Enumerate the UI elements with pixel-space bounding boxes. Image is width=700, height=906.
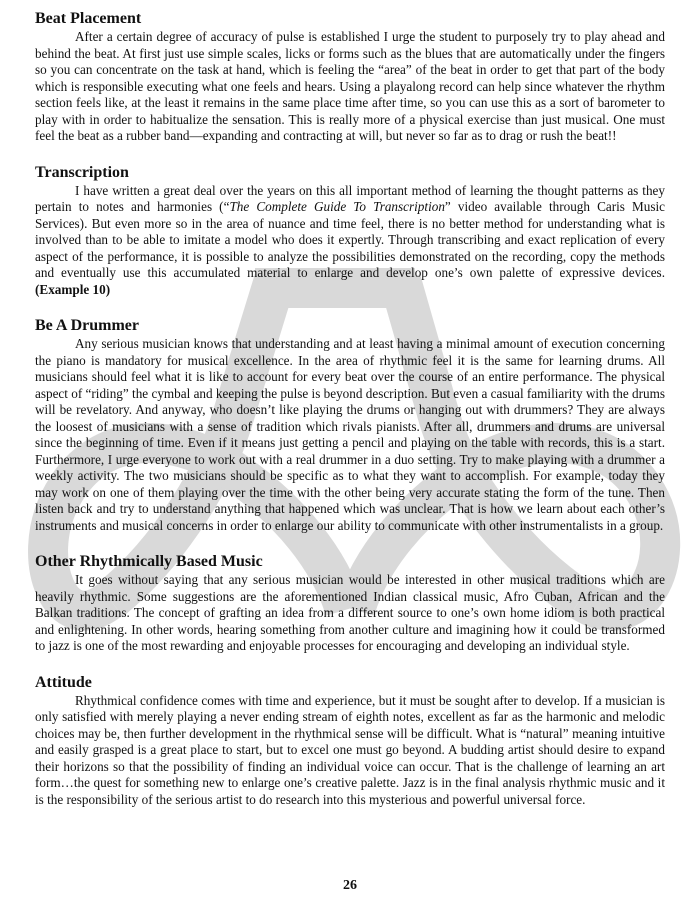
- paragraph-text: Any serious musician knows that understanding and at least having a minimal amount of execution concerning the piano is mandatory for musical excellence. In the area of rhythmic feel it is the same for learning drums. All musicians should feel what it is like to account for every beat over the course of an entire performance. The physical aspect of “riding” the cymbal and keeping the pulse is beyond description. But even a casual familiarity with the drums will be revelatory. And anyway, who doesn’t like playing the drums or hanging out with drummers? They are always the loosest of musicians with a sense of tradition which rivals pianists. After all, drummers and drums are universal since the beginning of time. Even if it means just getting a pencil and playing on the table with records, this is a start. Furthermore, I urge everyone to work out with a real drummer in a duo setting. Try to make playing with a drummer a weekly activity. The two musicians should be specific as to what they want to accomplish. For example, today they may work on one of them playing over the time with the other being very accurate stating the form of the tune. Then listen back and try to understand anything that happened which was unclear. That is how we learn about each other’s instruments and musical concerns in order to enlarge our ability to communicate with other instrumentalists in a group.: [35, 336, 665, 533]
- section-be-a-drummer: [35, 317, 665, 534]
- paragraph-text: I have written a great deal over the years on this all important method of learning the thought patterns as they pertain to notes and harmonies (“: [35, 182, 665, 214]
- section-other-rhythmically-based-music: [35, 553, 665, 655]
- video-title: The Complete Guide To Transcription: [229, 199, 445, 214]
- section-heading: Transcription: [35, 163, 129, 181]
- section-transcription: [35, 164, 665, 299]
- section-paragraph: [35, 29, 665, 145]
- paragraph-text: It goes without saying that any serious musician would be interested in other musical traditions which are heavily rhythmic. Some suggestions are the aforementioned Indian classical music, Afro Cuban, African and the Balkan traditions. The concept of grafting an idea from a different source to one’s own home idiom is both practical and enlightening. In other words, hearing something from another culture and imagining how it could be transformed to jazz is one of the most rewarding and enjoyable processes for encouraging and developing an individual style.: [35, 572, 665, 653]
- example-reference: (Example 10): [35, 281, 111, 297]
- section-paragraph: [35, 336, 665, 534]
- section-beat-placement: [35, 10, 665, 145]
- section-paragraph: [35, 572, 665, 655]
- section-heading: Other Rhythmically Based Music: [35, 553, 263, 570]
- section-heading: Be A Drummer: [35, 317, 139, 334]
- section-heading: Beat Placement: [35, 10, 142, 27]
- page-number: 26: [343, 878, 357, 893]
- section-heading: Attitude: [35, 673, 92, 691]
- paragraph-text: Rhythmical confidence comes with time and experience, but it must be sought after to develop. If a musician is only satisfied with merely playing a never ending stream of eighth notes, excellent as far as the harmonic and melodic choices may be, then further development in the rhythmical sense will be difficult. What is “natural” meaning intuitive and easily grasped is a great place to start, but to excel one must go beyond. A budding artist should desire to expand their horizons so that the possibility of finding an individual voice can occur. That is the challenge of learning an art form…the quest for something new to enlarge one’s creative palette. Jazz is in the final analysis rhythmic music and it is the responsibility of the serious artist to do research into this mysterious and powerful universal force.: [35, 692, 665, 807]
- section-paragraph: [35, 183, 665, 299]
- document-page: [35, 10, 665, 827]
- section-paragraph: [35, 693, 665, 809]
- paragraph-text: After a certain degree of accuracy of pulse is established I urge the student to purposely try to play ahead and behind the beat. At first just use simple scales, licks or forms such as the blues that are automatically under the fingers so you can concentrate on the task at hand, which is feeling the “area” of the beat in order to get that part of the body which is responsible executing what one feels and hears. Using a playalong record can help since whatever the rhythm section feels like, at the least it remains in the same place time after time, so you can use this as a sort of barometer to play with in order to habitualize the sensation. This is really more of a physical exercise than just musical. One must feel the beat as a rubber band—expanding and contracting at will, but never so far as to drag or rush the beat!!: [35, 29, 665, 143]
- paragraph-text: ” video available through Caris Music Services). But even more so in the area of nuance and time feel, there is no better method for understanding what is involved than to be able to imitate a model who does it expertly. Through transcribing and exact replication of every aspect of the performance, it is possible to analyze the possibilities demonstrated on the recording, copy the methods and eventually use this accumulated material to enlarge and develop one’s own palette of expressive devices.: [35, 199, 665, 280]
- section-attitude: [35, 674, 665, 809]
